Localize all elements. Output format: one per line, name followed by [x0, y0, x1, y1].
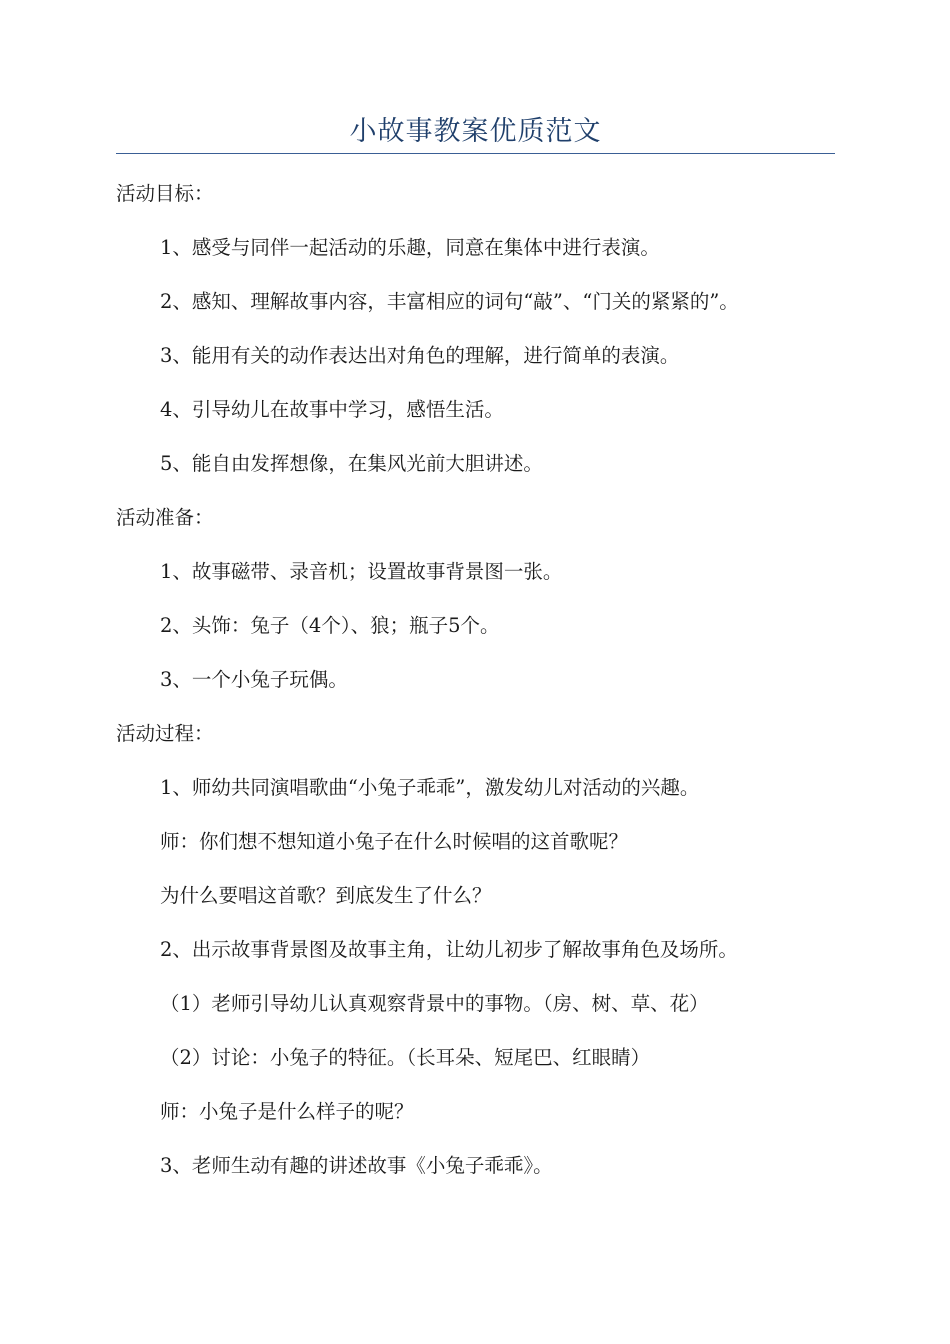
paragraph: 2、头饰：兔子（4个）、狼；瓶子5个。: [160, 614, 500, 637]
section-heading-preparation: 活动准备：: [116, 506, 214, 529]
paragraph: 2、出示故事背景图及故事主角，让幼儿初步了解故事角色及场所。: [160, 938, 738, 961]
document-title: 小故事教案优质范文: [349, 116, 602, 147]
title-underline: [116, 153, 835, 154]
paragraph: 4、引导幼儿在故事中学习，感悟生活。: [160, 398, 504, 421]
paragraph: 师：你们想不想知道小兔子在什么时候唱的这首歌呢？: [160, 830, 629, 853]
document-body: [116, 176, 835, 1202]
section-heading-goals: 活动目标：: [116, 182, 214, 205]
paragraph: 3、一个小兔子玩偶。: [160, 668, 348, 691]
paragraph: 5、能自由发挥想像，在集风光前大胆讲述。: [160, 452, 543, 475]
paragraph: 2、感知、理解故事内容，丰富相应的词句“敲”、“门关的紧紧的”。: [160, 290, 739, 313]
paragraph: 师：小兔子是什么样子的呢？: [160, 1100, 414, 1123]
paragraph: 1、师幼共同演唱歌曲“小兔子乖乖”，激发幼儿对活动的兴趣。: [160, 776, 700, 799]
paragraph: 3、能用有关的动作表达出对角色的理解，进行简单的表演。: [160, 344, 680, 367]
paragraph: （1）老师引导幼儿认真观察背景中的事物。（房、树、草、花）: [160, 992, 709, 1015]
paragraph: 1、感受与同伴一起活动的乐趣，同意在集体中进行表演。: [160, 236, 660, 259]
paragraph: 为什么要唱这首歌？到底发生了什么？: [160, 884, 492, 907]
paragraph: （2）讨论：小兔子的特征。（长耳朵、短尾巴、红眼睛）: [160, 1046, 651, 1069]
section-heading-process: 活动过程：: [116, 722, 214, 745]
paragraph: 3、老师生动有趣的讲述故事《小兔子乖乖》。: [160, 1154, 553, 1177]
paragraph: 1、故事磁带、录音机；设置故事背景图一张。: [160, 560, 563, 583]
